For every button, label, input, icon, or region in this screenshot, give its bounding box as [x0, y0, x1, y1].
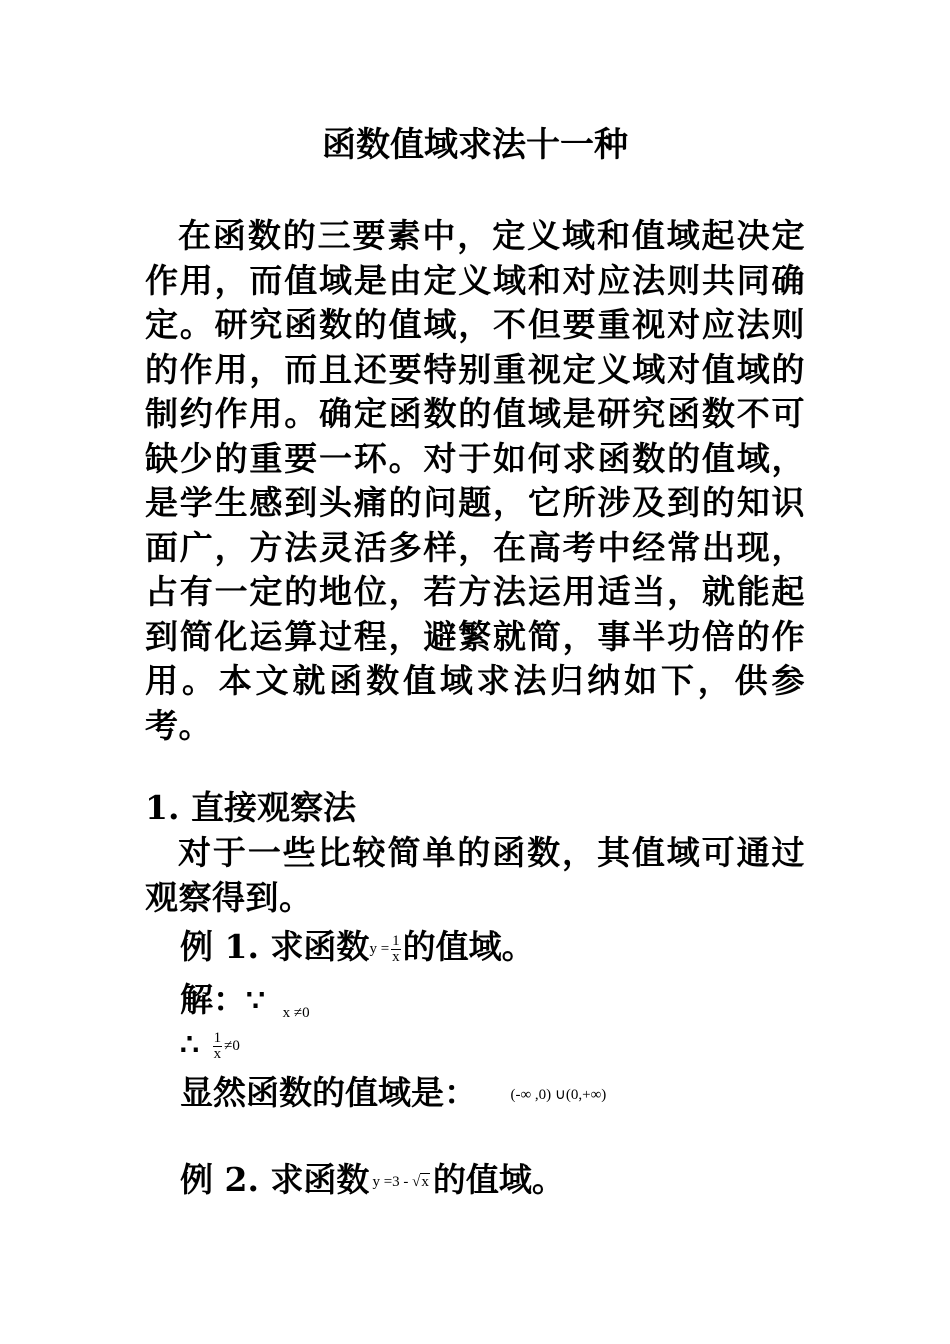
fraction-numerator: 1	[213, 1030, 222, 1047]
range-result: (-∞ ,0) ∪(0,+∞)	[510, 1087, 607, 1103]
example-1	[180, 925, 535, 971]
therefore-symbol: ∴	[180, 1028, 200, 1063]
solution-step-1: x ≠0	[282, 1005, 310, 1021]
example-2-formula	[372, 1160, 429, 1204]
intro-paragraph: 在函数的三要素中，定义域和值域起决定作用，而值域是由定义域和对应法则共同确定。研究函数的值域，不但要重视对应法则的作用，而且还要特别重视定义域对值域的制约作用。确定函数的值域是研究函数不可缺少的重要一环。对于如何求函数的值域，是学生感到头痛的问题，它所涉及到的知识面广，方法灵活多样，在高考中经常出现，占有一定的地位，若方法运用适当，就能起到简化运算过程，避繁就简，事半功倍的作用。本文就函数值域求法归纳如下，供参考。	[145, 216, 805, 745]
formula-fraction	[391, 934, 401, 965]
radical-sign: √	[412, 1174, 421, 1190]
example-2-suffix: 的值域。	[432, 1160, 565, 1199]
fraction-denominator: x	[213, 1046, 222, 1063]
page-title: 函数值域求法十一种	[322, 125, 628, 165]
example-1-formula	[369, 927, 402, 971]
example-1-suffix: 的值域。	[402, 927, 535, 966]
therefore-line	[180, 1022, 240, 1068]
fraction-numerator: 1	[392, 933, 400, 950]
solution-step-2	[211, 1024, 240, 1068]
fraction-denominator: x	[392, 949, 400, 966]
example-2	[180, 1158, 565, 1204]
example-2-prefix: 例 2. 求函数	[180, 1160, 370, 1199]
formula-lhs: y =3 -	[372, 1174, 413, 1190]
solution-label: 解：	[180, 980, 246, 1019]
example-1-prefix: 例 1. 求函数	[180, 927, 370, 966]
section-heading: 1. 直接观察法	[145, 788, 356, 827]
radicand: x	[421, 1174, 429, 1190]
sqrt-expression	[412, 1160, 430, 1204]
section-description: 对于一些比较简单的函数，其值域可通过观察得到。	[145, 833, 805, 917]
step-2-inequality: ≠0	[224, 1038, 240, 1054]
conclusion-line	[180, 1071, 606, 1117]
step-2-fraction	[213, 1031, 223, 1062]
formula-lhs: y =	[369, 941, 390, 957]
because-symbol: ∵	[246, 984, 266, 1019]
conclusion-text: 显然函数的值域是：	[180, 1073, 477, 1112]
